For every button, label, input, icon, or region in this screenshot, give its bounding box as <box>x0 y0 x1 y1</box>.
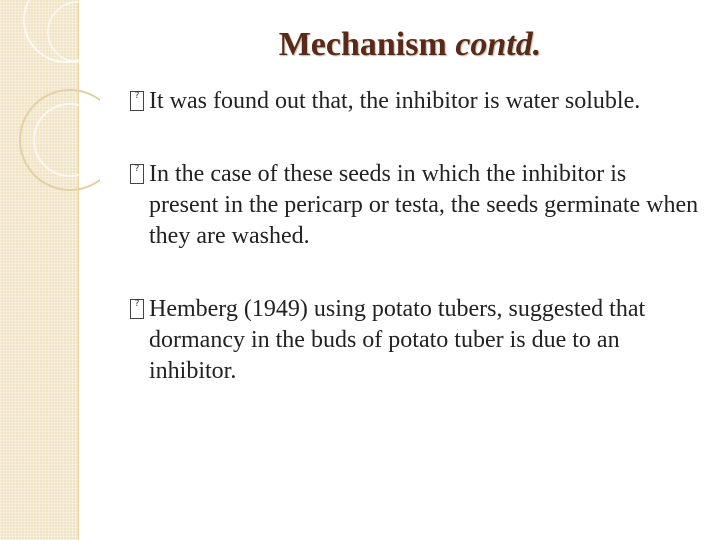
bullet-marker-icon: ? <box>130 164 144 184</box>
bullet-item <box>130 159 700 252</box>
decorative-circles-graphic <box>0 0 100 200</box>
bullet-text: Hemberg (1949) using potato tubers, suggested that dormancy in the buds of potato tuber is due to an inhibitor. <box>149 296 646 384</box>
title-italic: contd. <box>455 26 542 63</box>
bullet-text: In the case of these seeds in which the inhibitor is present in the pericarp or testa, the seeds germinate when they are washed. <box>149 161 699 249</box>
bullet-text: It was found out that, the inhibitor is water soluble. <box>149 88 641 114</box>
bullet-marker-icon: ? <box>130 299 144 319</box>
bullet-item <box>130 294 700 387</box>
decorative-sidebar <box>0 0 79 540</box>
title-main: Mechanism <box>278 26 447 63</box>
bullet-marker-icon: ? <box>130 91 144 111</box>
bullet-list <box>130 86 700 387</box>
bullet-item <box>130 86 700 117</box>
slide-title <box>160 26 660 64</box>
